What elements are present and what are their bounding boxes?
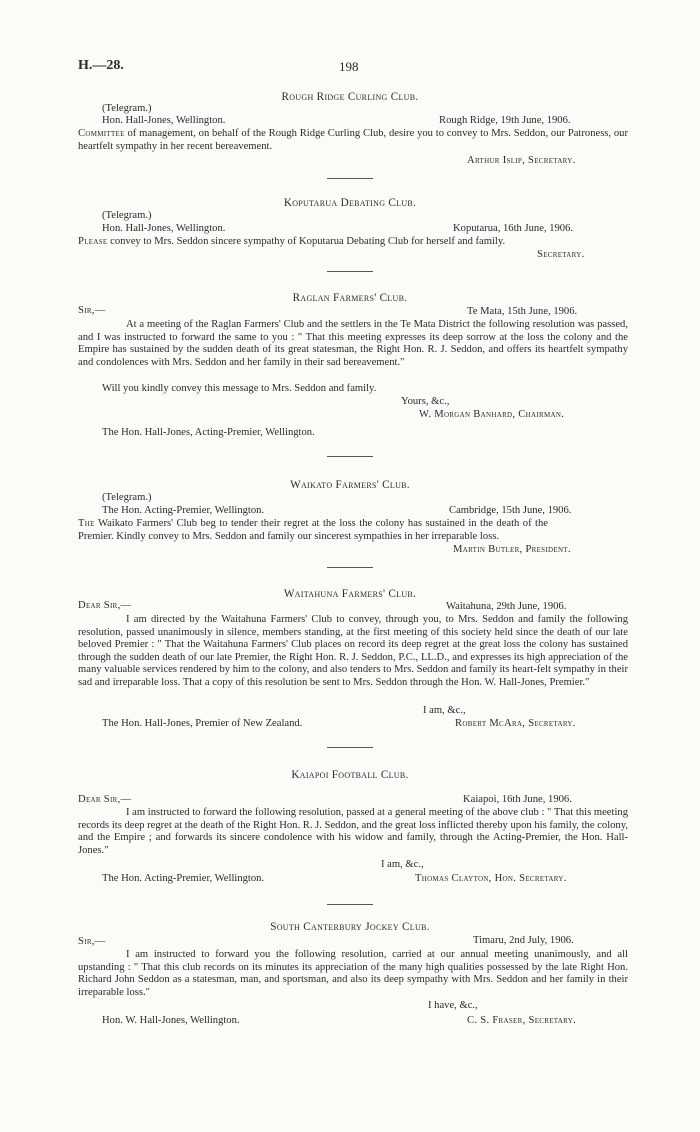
section-title: Waikato Farmers' Club. xyxy=(290,479,410,491)
section-divider xyxy=(327,456,373,457)
telegram-label: (Telegram.) xyxy=(102,210,152,221)
letter-body xyxy=(78,236,628,249)
place-date: Kaiapoi, 16th June, 1906. xyxy=(463,794,572,805)
addressee: Hon. W. Hall-Jones, Wellington. xyxy=(102,1015,240,1026)
signature: W. Morgan Banhard, Chairman. xyxy=(419,409,565,420)
letter-body xyxy=(78,128,628,153)
place-date: Waitahuna, 29th June, 1906. xyxy=(446,601,567,612)
signature: C. S. Fraser, Secretary. xyxy=(467,1015,577,1026)
body-text: I am instructed to forward you the following resolution, carried at our annual meeting unanimously, and all upstanding : " That this club records on its minutes its appreciation of the many high qualities possessed by the late Right Hon. Richard John Seddon as a statesman, man, and sportsman, and also its deep sympathy with Mrs. Seddon and her family in their irreparable loss." xyxy=(78,949,628,998)
section-title: Koputarua Debating Club. xyxy=(283,197,417,209)
body-text: I am instructed to forward the following resolution, passed at a general meeting of the above club : " That this meeting records its deep regret at the death of the Right Hon. R. J. Seddon, and the great loss inflicted thereby upon his family, the colony, and the Empire ; and forwards its sincere condolence with his widow and family, through the Acting-Premier, the Hon. Hall-Jones." xyxy=(78,807,628,856)
place-date: Te Mata, 15th June, 1906. xyxy=(467,306,578,317)
place-date: Koputarua, 16th June, 1906. xyxy=(453,223,574,234)
section-title: Waitahuna Farmers' Club. xyxy=(283,588,417,600)
place-date: Rough Ridge, 19th June, 1906. xyxy=(439,115,571,126)
signature: Secretary. xyxy=(537,249,585,260)
signature: Martin Butler, President. xyxy=(453,544,571,555)
lead-word: The xyxy=(78,518,95,529)
letter-body xyxy=(78,319,628,369)
body-text: At a meeting of the Raglan Farmers' Club and the settlers in the Te Mata District the following resolution was passed, and I was instructed to forward the same to you : " That this meeting expresses its deep sorrow at the loss the colony and the Empire has sustained by the sudden death of its great statesman, the Right Hon. R. J. Seddon, and offers its heartfelt sympathy and condolences with Mrs. Seddon and her family in their sad bereavement." xyxy=(78,319,628,368)
closing: I have, &c., xyxy=(428,1000,478,1011)
addressee: The Hon. Hall-Jones, Premier of New Zealand. xyxy=(102,718,303,729)
body-text: of management, on behalf of the Rough Ridge Curling Club, desire you to convey to Mrs. Seddon, our Patroness, our heartfelt sympathy in her recent bereavement. xyxy=(78,128,628,152)
page-number: 198 xyxy=(339,59,359,74)
closing: Yours, &c., xyxy=(401,396,450,407)
addressee: The Hon. Acting-Premier, Wellington. xyxy=(102,873,265,884)
signature: Robert McAra, Secretary. xyxy=(455,718,576,729)
salutation: Dear Sir,— xyxy=(78,600,132,611)
section-title: Kaiapoi Football Club. xyxy=(291,769,409,781)
letter-body xyxy=(78,949,628,999)
addressee: Hon. Hall-Jones, Wellington. xyxy=(102,223,226,234)
letter-body xyxy=(78,518,548,543)
telegram-label: (Telegram.) xyxy=(102,103,152,114)
letter-body xyxy=(78,614,628,690)
body-text-2: Will you kindly convey this message to Mrs. Seddon and family. xyxy=(102,383,377,394)
section-divider xyxy=(327,904,373,905)
addressee: The Hon. Hall-Jones, Acting-Premier, Wellington. xyxy=(102,427,315,438)
body-text: Waikato Farmers' Club beg to tender their regret at the loss the colony has sustained in the death of the Premier. Kindly convey to Mrs. Seddon and family our sincerest sympathies in her irreparable loss. xyxy=(78,518,548,542)
section-divider xyxy=(327,178,373,179)
document-id: H.—28. xyxy=(78,58,124,73)
section-title: Rough Ridge Curling Club. xyxy=(281,91,419,103)
lead-word: Committee xyxy=(78,128,125,139)
letter-body xyxy=(78,807,628,857)
telegram-label: (Telegram.) xyxy=(102,492,152,503)
signature: Arthur Islip, Secretary. xyxy=(467,155,576,166)
section-divider xyxy=(327,271,373,272)
section-title: Raglan Farmers' Club. xyxy=(292,292,408,304)
salutation: Sir,— xyxy=(78,305,106,316)
closing: I am, &c., xyxy=(423,705,466,716)
place-date: Cambridge, 15th June, 1906. xyxy=(449,505,572,516)
body-text: I am directed by the Waitahuna Farmers' Club to convey, through you, to Mrs. Seddon and family the following resolution, passed unanimously in silence, members standing, at the first meeting of this society held since the death of our late beloved Premier : " That the Waitahuna Farmers' Club places on record its deep regret at the great loss the colony has sustained through the sudden death of our late Premier, the Right Hon. R. J. Seddon, P.C., LL.D., and expresses its high appreciation of the many valuable services rendered by him to the colony, and also tenders to Mrs. Seddon and family its heart-felt sympathy in their sad and irreparable loss. That a copy of this resolution be sent to Mrs. Seddon through the Hon. W. Hall-Jones, Premier." xyxy=(78,614,628,688)
closing: I am, &c., xyxy=(381,859,424,870)
salutation: Dear Sir,— xyxy=(78,794,132,805)
body-text: convey to Mrs. Seddon sincere sympathy of Koputarua Debating Club for herself and family. xyxy=(107,236,506,247)
signature: Thomas Clayton, Hon. Secretary. xyxy=(415,873,567,884)
lead-word: Please xyxy=(78,236,108,247)
salutation: Sir,— xyxy=(78,936,106,947)
place-date: Timaru, 2nd July, 1906. xyxy=(473,935,574,946)
addressee: Hon. Hall-Jones, Wellington. xyxy=(102,115,226,126)
section-divider xyxy=(327,567,373,568)
section-divider xyxy=(327,747,373,748)
section-title: South Canterbury Jockey Club. xyxy=(270,921,430,933)
addressee: The Hon. Acting-Premier, Wellington. xyxy=(102,505,265,516)
